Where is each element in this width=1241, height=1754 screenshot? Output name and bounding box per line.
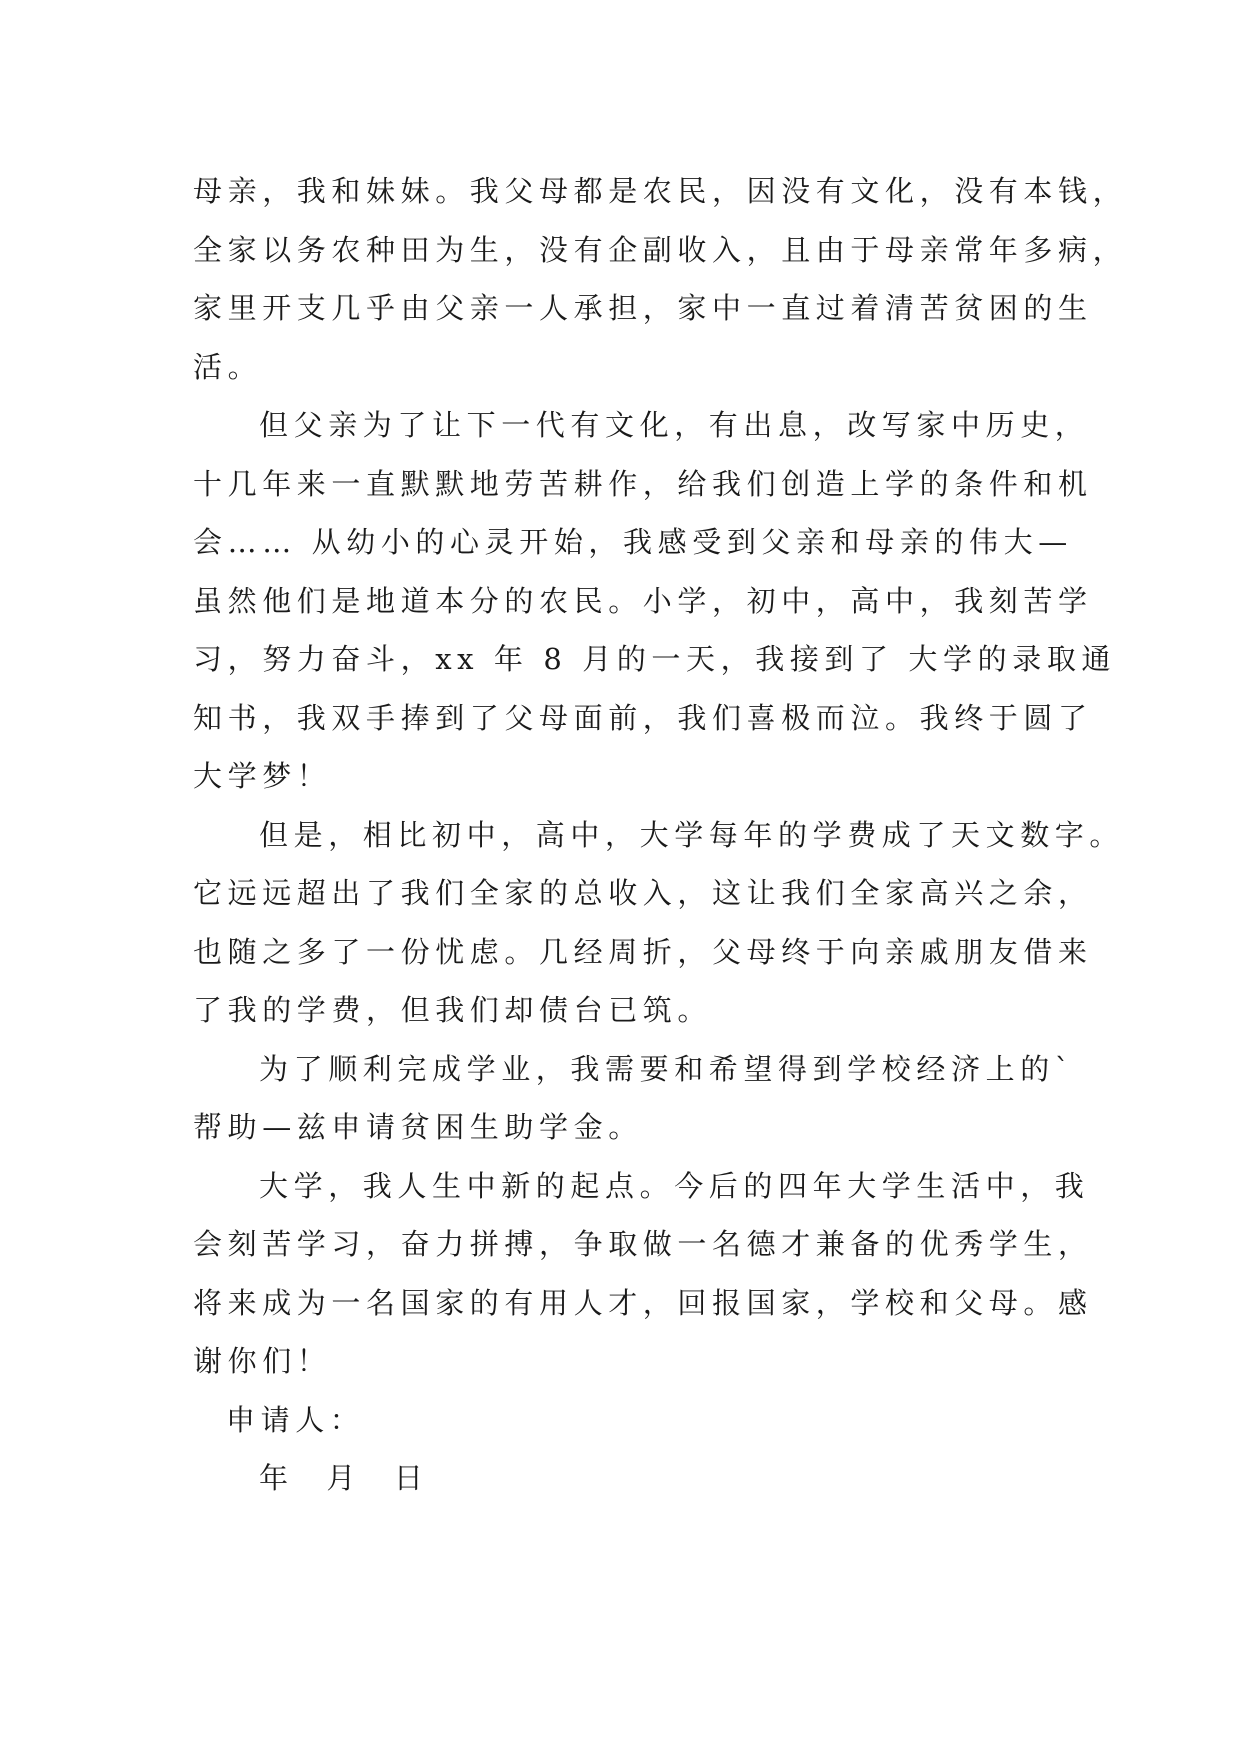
paragraph-line: 帮助—兹申请贫困生助学金。 [193,1110,643,1144]
paragraph-line: 谢你们！ [193,1344,332,1378]
paragraph-line: 但父亲为了让下一代有文化，有出息，改写家中历史， [259,408,1090,442]
paragraph-line: 将来成为一名国家的有用人才，回报国家，学校和父母。感 [193,1285,1093,1320]
paragraph-line: 会…… 从幼小的心灵开始，我感受到父亲和母亲的伟大— [193,525,1073,559]
paragraph-line: 了我的学费，但我们却债台已筑。 [193,993,713,1027]
body-paragraph [193,396,1117,806]
paragraph-line: 为了顺利完成学业，我需要和希望得到学校经济上的` [259,1051,1075,1086]
paragraph-line: 大学梦！ [193,759,332,793]
paragraph-line: 也随之多了一份忧虑。几经周折，父母终于向亲戚朋友借来 [193,934,1093,969]
document-body [193,162,1128,1391]
body-paragraph [193,1040,1075,1157]
paragraph-line: 大学，我人生中新的起点。今后的四年大学生活中，我 [259,1168,1090,1203]
paragraph-line: 会刻苦学习，奋力拼搏，争取做一名德才兼备的优秀学生， [193,1227,1093,1261]
document-page [193,162,1128,1508]
paragraph-line: 它远远超出了我们全家的总收入，这让我们全家高兴之余， [193,876,1093,910]
body-paragraph [193,1157,1093,1391]
body-paragraph [193,806,1125,1040]
paragraph-line: 母亲，我和妹妹。我父母都是农民，因没有文化，没有本钱， [193,174,1128,208]
paragraph-line: 习，努力奋斗，xx 年 8 月的一天，我接到了 大学的录取通 [193,642,1117,676]
body-paragraph [193,162,1128,396]
paragraph-line: 知书，我双手捧到了父母面前，我们喜极而泣。我终于圆了 [193,700,1093,735]
paragraph-line: 家里开支几乎由父亲一人承担，家中一直过着清苦贫困的生 [193,291,1093,325]
paragraph-line: 活。 [193,349,263,384]
paragraph-line: 十几年来一直默默地劳苦耕作，给我们创造上学的条件和机 [193,466,1093,501]
paragraph-line: 但是，相比初中，高中，大学每年的学费成了天文数字。 [259,817,1125,852]
paragraph-line: 全家以务农种田为生，没有企副收入，且由于母亲常年多病， [193,232,1128,267]
applicant-signature-label: 申请人： [226,1402,365,1437]
paragraph-line: 虽然他们是地道本分的农民。小学，初中，高中，我刻苦学 [193,583,1093,618]
date-line: 年 月 日 [259,1461,429,1495]
